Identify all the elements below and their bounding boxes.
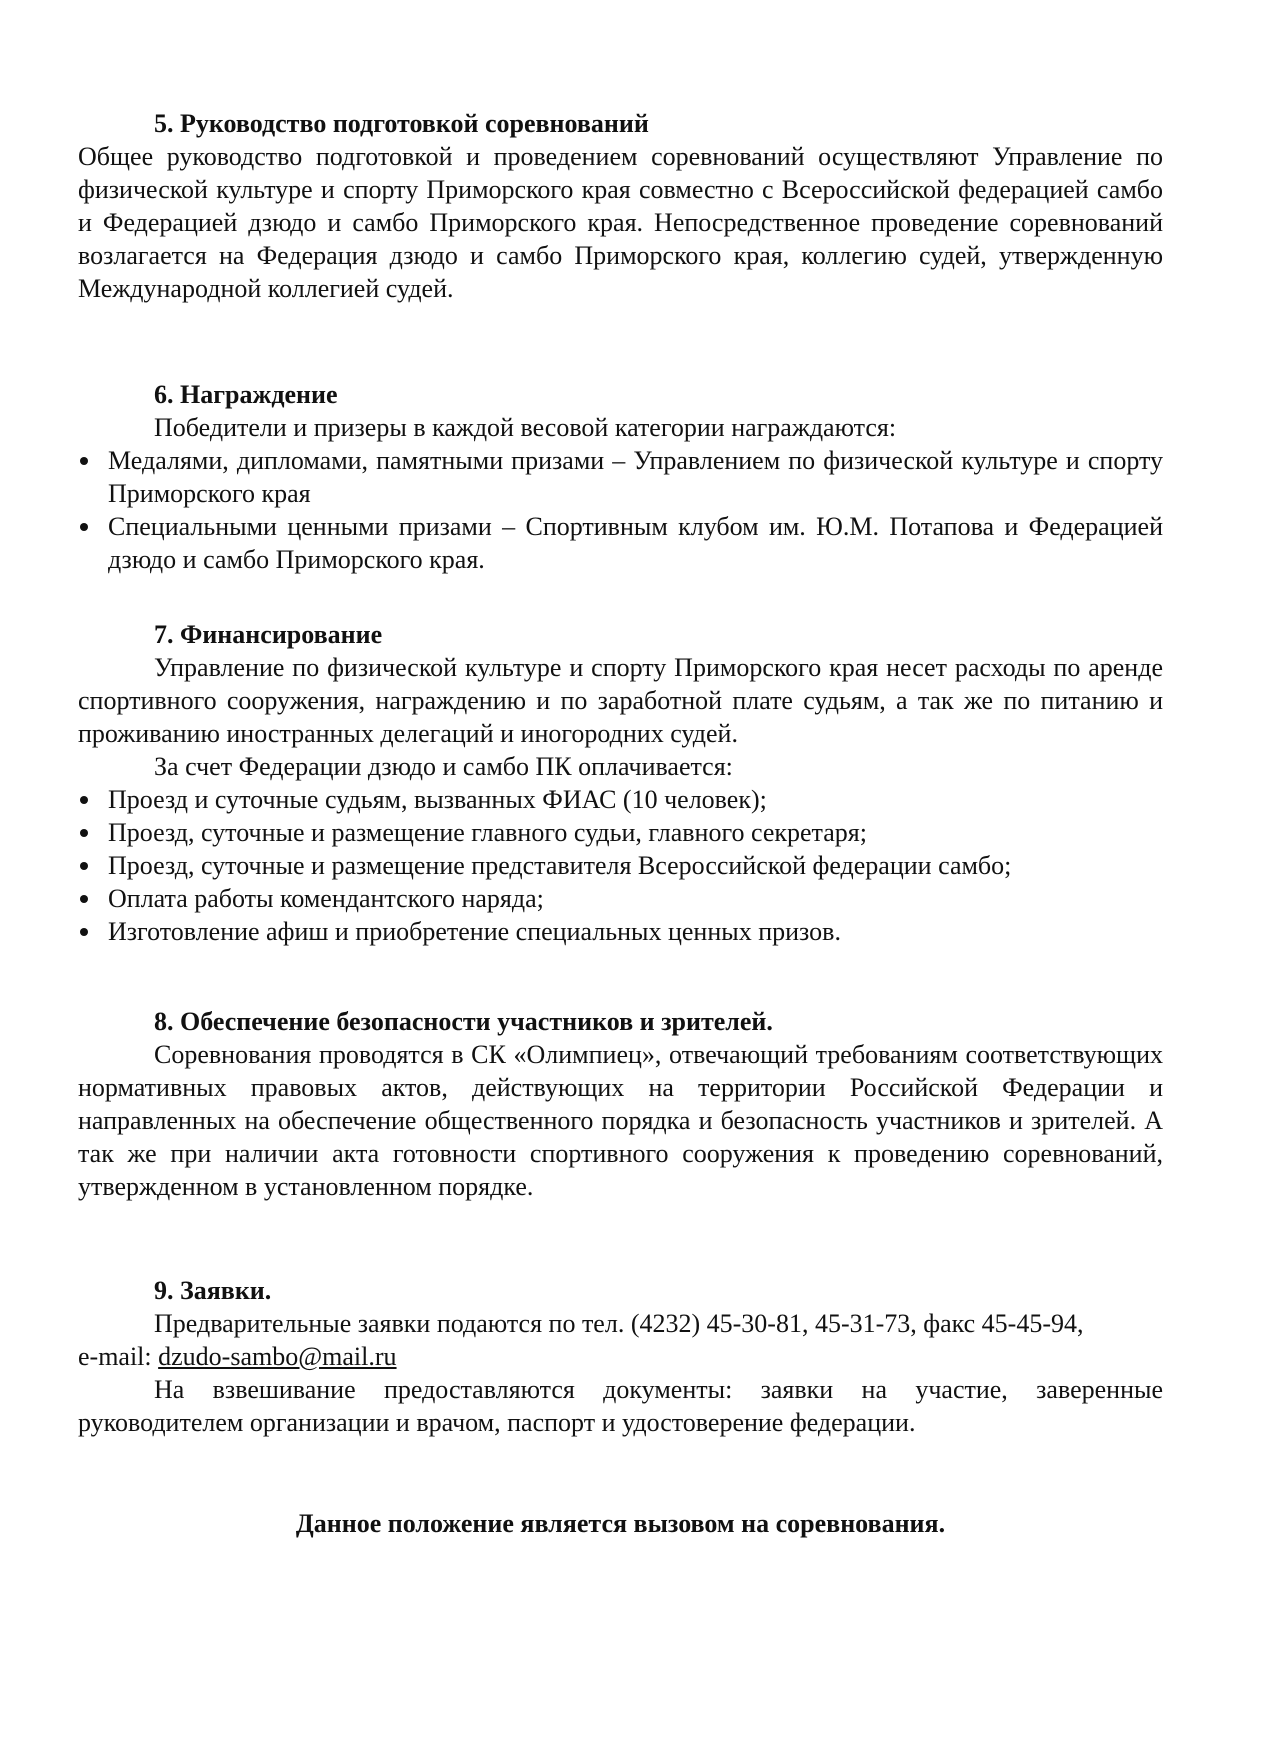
financing-item-text: Проезд, суточные и размещение представителя Всероссийской федерации самбо; [108, 851, 1012, 880]
awards-list [78, 444, 1163, 576]
financing-item-text: Изготовление афиш и приобретение специальных ценных призов. [108, 917, 841, 946]
section-7-para-1: Управление по физической культуре и спорту Приморского края несет расходы по аренде спортивного сооружения, награждению и по заработной плате судьям, а так же по питанию и проживанию иностранных делегаций и иногородних судей. [78, 653, 1163, 748]
bullet-icon [80, 523, 88, 531]
bullet-icon [80, 796, 88, 804]
section-7-para-2: За счет Федерации дзюдо и самбо ПК оплачивается: [154, 752, 733, 781]
email-link[interactable]: dzudo-sambo@mail.ru [158, 1342, 397, 1371]
bullet-icon [80, 895, 88, 903]
section-8 [78, 1005, 1163, 1203]
award-item-text: Специальными ценными призами – Спортивным клубом им. Ю.М. Потапова и Федерацией дзюдо и самбо Приморского края. [108, 512, 1163, 574]
section-7-heading: 7. Финансирование [154, 620, 383, 649]
section-9-para-2: На взвешивание предоставляются документы: заявки на участие, заверенные руководителем организации и врачом, паспорт и удостоверение федерации. [78, 1375, 1163, 1437]
financing-list [78, 783, 1163, 948]
section-9-para-1: Предварительные заявки подаются по тел. (4232) 45-30-81, 45-31-73, факс 45-45-94, [154, 1309, 1084, 1338]
section-8-body: Соревнования проводятся в СК «Олимпиец», отвечающий требованиям соответствующих нормативных правовых актов, действующих на территории Российской Федерации и направленных на обеспечение общественного порядка и безопасность участников и зрителей. А так же при наличии акта готовности спортивного сооружения к проведению соревнований, утвержденном в установленном порядке. [78, 1040, 1163, 1201]
section-5-body: Общее руководство подготовкой и проведением соревнований осуществляют Управление по физической культуре и спорту Приморского края совместно с Всероссийской федерацией самбо и Федерацией дзюдо и самбо Приморского края. Непосредственное проведение соревнований возлагается на Федерация дзюдо и самбо Приморского края, коллегию судей, утвержденную Международной коллегией судей. [78, 142, 1163, 303]
section-5 [78, 107, 1163, 305]
list-item [78, 510, 1163, 576]
closing-statement: Данное положение является вызовом на соревнования. [295, 1509, 946, 1538]
award-item-text: Медалями, дипломами, памятными призами – Управлением по физической культуре и спорту Приморского края [108, 446, 1163, 508]
section-6-heading: 6. Награждение [154, 380, 338, 409]
list-item [78, 915, 1163, 948]
section-5-heading: 5. Руководство подготовкой соревнований [154, 109, 649, 138]
financing-item-text: Проезд и суточные судьям, вызванных ФИАС (10 человек); [108, 785, 767, 814]
email-label: e-mail: [78, 1342, 159, 1371]
bullet-icon [80, 457, 88, 465]
list-item [78, 849, 1163, 882]
section-9-heading: 9. Заявки. [154, 1276, 272, 1305]
email-line [78, 1340, 1163, 1373]
financing-item-text: Оплата работы комендантского наряда; [108, 884, 544, 913]
bullet-icon [80, 862, 88, 870]
list-item [78, 816, 1163, 849]
list-item [78, 444, 1163, 510]
financing-item-text: Проезд, суточные и размещение главного судьи, главного секретаря; [108, 818, 867, 847]
section-7 [78, 618, 1163, 948]
section-9 [78, 1274, 1163, 1439]
section-6-intro: Победители и призеры в каждой весовой категории награждаются: [154, 413, 897, 442]
list-item [78, 783, 1163, 816]
section-6 [78, 378, 1163, 576]
list-item [78, 882, 1163, 915]
bullet-icon [80, 829, 88, 837]
bullet-icon [80, 928, 88, 936]
section-8-heading: 8. Обеспечение безопасности участников и зрителей. [154, 1007, 773, 1036]
